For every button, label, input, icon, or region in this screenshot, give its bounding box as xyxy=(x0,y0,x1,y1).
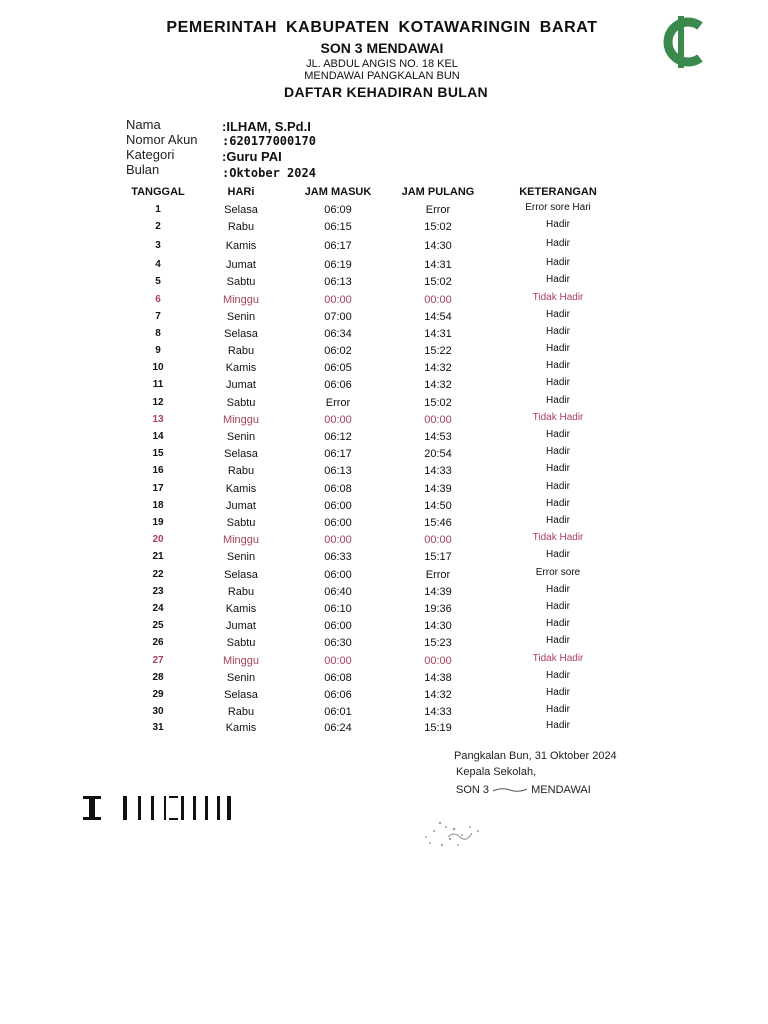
signature-scribble-icon xyxy=(492,786,528,794)
table-cell: 06:05 xyxy=(324,362,352,374)
table-cell: 06:00 xyxy=(324,500,352,512)
table-cell: 06:13 xyxy=(324,465,352,477)
table-cell: Hadir xyxy=(546,584,570,595)
table-cell: 11 xyxy=(152,379,164,390)
table-cell: Rabu xyxy=(227,586,255,598)
table-cell: Hadir xyxy=(546,687,570,698)
table-cell: Sabtu xyxy=(226,276,256,288)
table-cell: 9 xyxy=(155,345,161,356)
table-cell: 15:23 xyxy=(424,637,452,649)
table-cell: Hadir xyxy=(546,601,570,612)
table-cell: 15:19 xyxy=(424,722,452,734)
table-cell: 06:40 xyxy=(324,586,352,598)
table-cell: Sabtu xyxy=(226,637,256,649)
table-cell: 14:50 xyxy=(424,500,452,512)
table-cell: Hadir xyxy=(546,377,570,388)
table-cell: 06:00 xyxy=(324,517,352,529)
table-cell: 17 xyxy=(152,483,164,494)
table-cell: 15:02 xyxy=(424,221,452,233)
table-cell: 07:00 xyxy=(324,311,352,323)
table-cell: Error sore Hari xyxy=(525,202,591,213)
column-header-0: TANGGAL xyxy=(131,186,185,198)
table-cell: 10 xyxy=(152,362,164,373)
table-cell: Senin xyxy=(226,551,256,563)
table-cell: Error sore xyxy=(535,567,581,578)
table-cell: 15:02 xyxy=(424,276,452,288)
table-cell: 25 xyxy=(152,620,164,631)
table-cell: Tidak Hadir xyxy=(532,653,584,664)
info-value-nomor-akun: :620177000170 xyxy=(222,134,316,148)
table-cell: 19:36 xyxy=(424,603,452,615)
info-value-nama: :ILHAM, S.Pd.I xyxy=(222,119,311,134)
table-cell: Selasa xyxy=(224,569,258,581)
table-cell: 14:32 xyxy=(424,362,452,374)
table-cell: 14:31 xyxy=(424,259,452,271)
table-cell: 16 xyxy=(152,465,164,476)
table-cell: 15 xyxy=(152,448,164,459)
table-cell: 14:38 xyxy=(424,672,452,684)
table-cell: Hadir xyxy=(546,257,570,268)
table-cell: Tidak Hadir xyxy=(532,412,584,423)
table-cell: Hadir xyxy=(546,446,570,457)
stamp-icon xyxy=(420,815,490,853)
table-cell: Hadir xyxy=(546,670,570,681)
table-cell: Rabu xyxy=(227,465,255,477)
table-cell: Minggu xyxy=(222,294,260,306)
table-cell: Hadir xyxy=(546,343,570,354)
table-cell: 14 xyxy=(152,431,164,442)
signature-place-date: Pangkalan Bun, 31 Oktober 2024 xyxy=(454,750,617,762)
barcode-icon xyxy=(80,795,240,821)
column-header-4: KETERANGAN xyxy=(519,186,597,198)
table-cell: Selasa xyxy=(224,448,258,460)
table-cell: Senin xyxy=(226,672,256,684)
table-cell: Hadir xyxy=(546,481,570,492)
table-cell: Kamis xyxy=(225,483,257,495)
table-cell: Senin xyxy=(226,431,256,443)
info-label-bulan: Bulan xyxy=(126,162,160,177)
table-cell: 06:13 xyxy=(324,276,352,288)
table-cell: 7 xyxy=(155,311,161,322)
table-cell: 06:33 xyxy=(324,551,352,563)
info-label-kategori: Kategori xyxy=(126,147,175,162)
table-cell: 06:34 xyxy=(324,328,352,340)
school-name: SON 3 MENDAWAI xyxy=(320,40,444,56)
table-cell: 14:32 xyxy=(424,689,452,701)
table-cell: Jumat xyxy=(226,259,256,271)
table-cell: 5 xyxy=(155,276,161,287)
table-cell: 6 xyxy=(155,294,161,305)
table-cell: Jumat xyxy=(226,379,256,391)
table-cell: Hadir xyxy=(546,395,570,406)
table-cell: Hadir xyxy=(546,219,570,230)
table-cell: 20 xyxy=(152,534,164,545)
table-cell: Sabtu xyxy=(226,397,256,409)
table-cell: 00:00 xyxy=(424,414,452,426)
table-cell: Rabu xyxy=(227,345,255,357)
table-cell: 14:39 xyxy=(424,586,452,598)
table-cell: Rabu xyxy=(227,221,255,233)
table-cell: 06:01 xyxy=(324,706,352,718)
info-label-nomor-akun: Nomor Akun xyxy=(126,132,198,147)
info-value-bulan: :Oktober 2024 xyxy=(222,166,316,180)
table-cell: 00:00 xyxy=(324,534,352,546)
table-cell: 21 xyxy=(152,551,164,562)
table-cell: 15:02 xyxy=(424,397,452,409)
info-label-nama: Nama xyxy=(126,117,161,132)
table-cell: 15:17 xyxy=(424,551,452,563)
cent-logo-icon xyxy=(652,14,712,70)
table-cell: Rabu xyxy=(227,706,255,718)
table-cell: 23 xyxy=(152,586,164,597)
table-cell: 29 xyxy=(152,689,164,700)
column-header-3: JAM PULANG xyxy=(401,186,475,198)
table-cell: Tidak Hadir xyxy=(532,292,584,303)
table-cell: 06:19 xyxy=(324,259,352,271)
table-cell: 14:33 xyxy=(424,706,452,718)
table-cell: 00:00 xyxy=(424,294,452,306)
table-cell: 22 xyxy=(152,569,164,580)
table-cell: 06:00 xyxy=(324,620,352,632)
table-cell: Minggu xyxy=(222,534,260,546)
table-cell: 06:15 xyxy=(324,221,352,233)
table-cell: Hadir xyxy=(546,274,570,285)
table-cell: Minggu xyxy=(222,414,260,426)
table-cell: 06:10 xyxy=(324,603,352,615)
table-cell: 31 xyxy=(152,722,164,733)
table-cell: 20:54 xyxy=(424,448,452,460)
table-cell: 14:53 xyxy=(424,431,452,443)
table-cell: 00:00 xyxy=(324,414,352,426)
table-cell: 24 xyxy=(152,603,164,614)
table-cell: Kamis xyxy=(225,603,257,615)
table-cell: 27 xyxy=(152,655,164,666)
table-cell: 06:17 xyxy=(324,448,352,460)
table-cell: 4 xyxy=(155,259,161,270)
table-cell: 06:24 xyxy=(324,722,352,734)
table-cell: Hadir xyxy=(546,429,570,440)
table-cell: Selasa xyxy=(224,689,258,701)
table-cell: 12 xyxy=(152,397,164,408)
table-cell: 30 xyxy=(152,706,164,717)
table-cell: Error xyxy=(325,397,351,409)
table-cell: Hadir xyxy=(546,549,570,560)
table-cell: Hadir xyxy=(546,515,570,526)
table-cell: Hadir xyxy=(546,326,570,337)
table-cell: 00:00 xyxy=(424,534,452,546)
table-cell: 28 xyxy=(152,672,164,683)
government-title: PEMERINTAH KABUPATEN KOTAWARINGIN BARAT xyxy=(166,19,598,36)
table-cell: Hadir xyxy=(546,704,570,715)
table-cell: Hadir xyxy=(546,309,570,320)
table-cell: 15:46 xyxy=(424,517,452,529)
table-cell: 3 xyxy=(155,240,161,251)
table-cell: Hadir xyxy=(546,498,570,509)
table-cell: Hadir xyxy=(546,618,570,629)
table-cell: 06:02 xyxy=(324,345,352,357)
table-cell: 14:31 xyxy=(424,328,452,340)
table-cell: 06:08 xyxy=(324,483,352,495)
table-cell: Selasa xyxy=(224,328,258,340)
signature-school xyxy=(456,784,591,796)
table-cell: 18 xyxy=(152,500,164,511)
table-cell: 06:06 xyxy=(324,689,352,701)
table-cell: 00:00 xyxy=(324,294,352,306)
table-cell: 00:00 xyxy=(424,655,452,667)
table-cell: 06:30 xyxy=(324,637,352,649)
table-cell: Kamis xyxy=(225,722,257,734)
table-cell: Jumat xyxy=(226,500,256,512)
table-cell: 06:17 xyxy=(324,240,352,252)
signature-school-right: MENDAWAI xyxy=(531,784,591,796)
address-line-2: MENDAWAI PANGKALAN BUN xyxy=(304,70,460,82)
table-cell: Hadir xyxy=(546,635,570,646)
table-cell: Minggu xyxy=(222,655,260,667)
column-header-2: JAM MASUK xyxy=(304,186,372,198)
table-cell: 13 xyxy=(152,414,164,425)
signature-role: Kepala Sekolah, xyxy=(456,766,537,778)
table-cell: 15:22 xyxy=(424,345,452,357)
table-cell: 14:54 xyxy=(424,311,452,323)
table-cell: Hadir xyxy=(546,238,570,249)
table-cell: 19 xyxy=(152,517,164,528)
table-cell: 1 xyxy=(155,204,161,215)
table-cell: Hadir xyxy=(546,360,570,371)
table-cell: Error xyxy=(425,569,451,581)
table-cell: Hadir xyxy=(546,720,570,731)
table-cell: 14:32 xyxy=(424,379,452,391)
table-cell: Error xyxy=(425,204,451,216)
table-cell: 8 xyxy=(155,328,161,339)
info-value-kategori: :Guru PAI xyxy=(222,149,282,164)
table-cell: Selasa xyxy=(224,204,258,216)
signature-school-left: SON 3 xyxy=(456,784,490,796)
table-cell: Kamis xyxy=(225,240,257,252)
table-cell: 00:00 xyxy=(324,655,352,667)
table-cell: 06:06 xyxy=(324,379,352,391)
table-cell: 14:30 xyxy=(424,240,452,252)
column-header-1: HARi xyxy=(227,186,255,198)
table-cell: 14:39 xyxy=(424,483,452,495)
table-cell: 26 xyxy=(152,637,164,648)
table-cell: Hadir xyxy=(546,463,570,474)
table-cell: Kamis xyxy=(225,362,257,374)
document-title: DAFTAR KEHADIRAN BULAN xyxy=(284,84,488,100)
table-cell: 06:00 xyxy=(324,569,352,581)
table-cell: 06:09 xyxy=(324,204,352,216)
table-cell: 2 xyxy=(155,221,161,232)
table-cell: Tidak Hadir xyxy=(532,532,584,543)
table-cell: 14:33 xyxy=(424,465,452,477)
table-cell: 06:08 xyxy=(324,672,352,684)
table-cell: 14:30 xyxy=(424,620,452,632)
address-line-1: JL. ABDUL ANGIS NO. 18 KEL xyxy=(306,58,458,70)
table-cell: Jumat xyxy=(226,620,256,632)
table-cell: Senin xyxy=(226,311,256,323)
table-cell: 06:12 xyxy=(324,431,352,443)
table-cell: Sabtu xyxy=(226,517,256,529)
